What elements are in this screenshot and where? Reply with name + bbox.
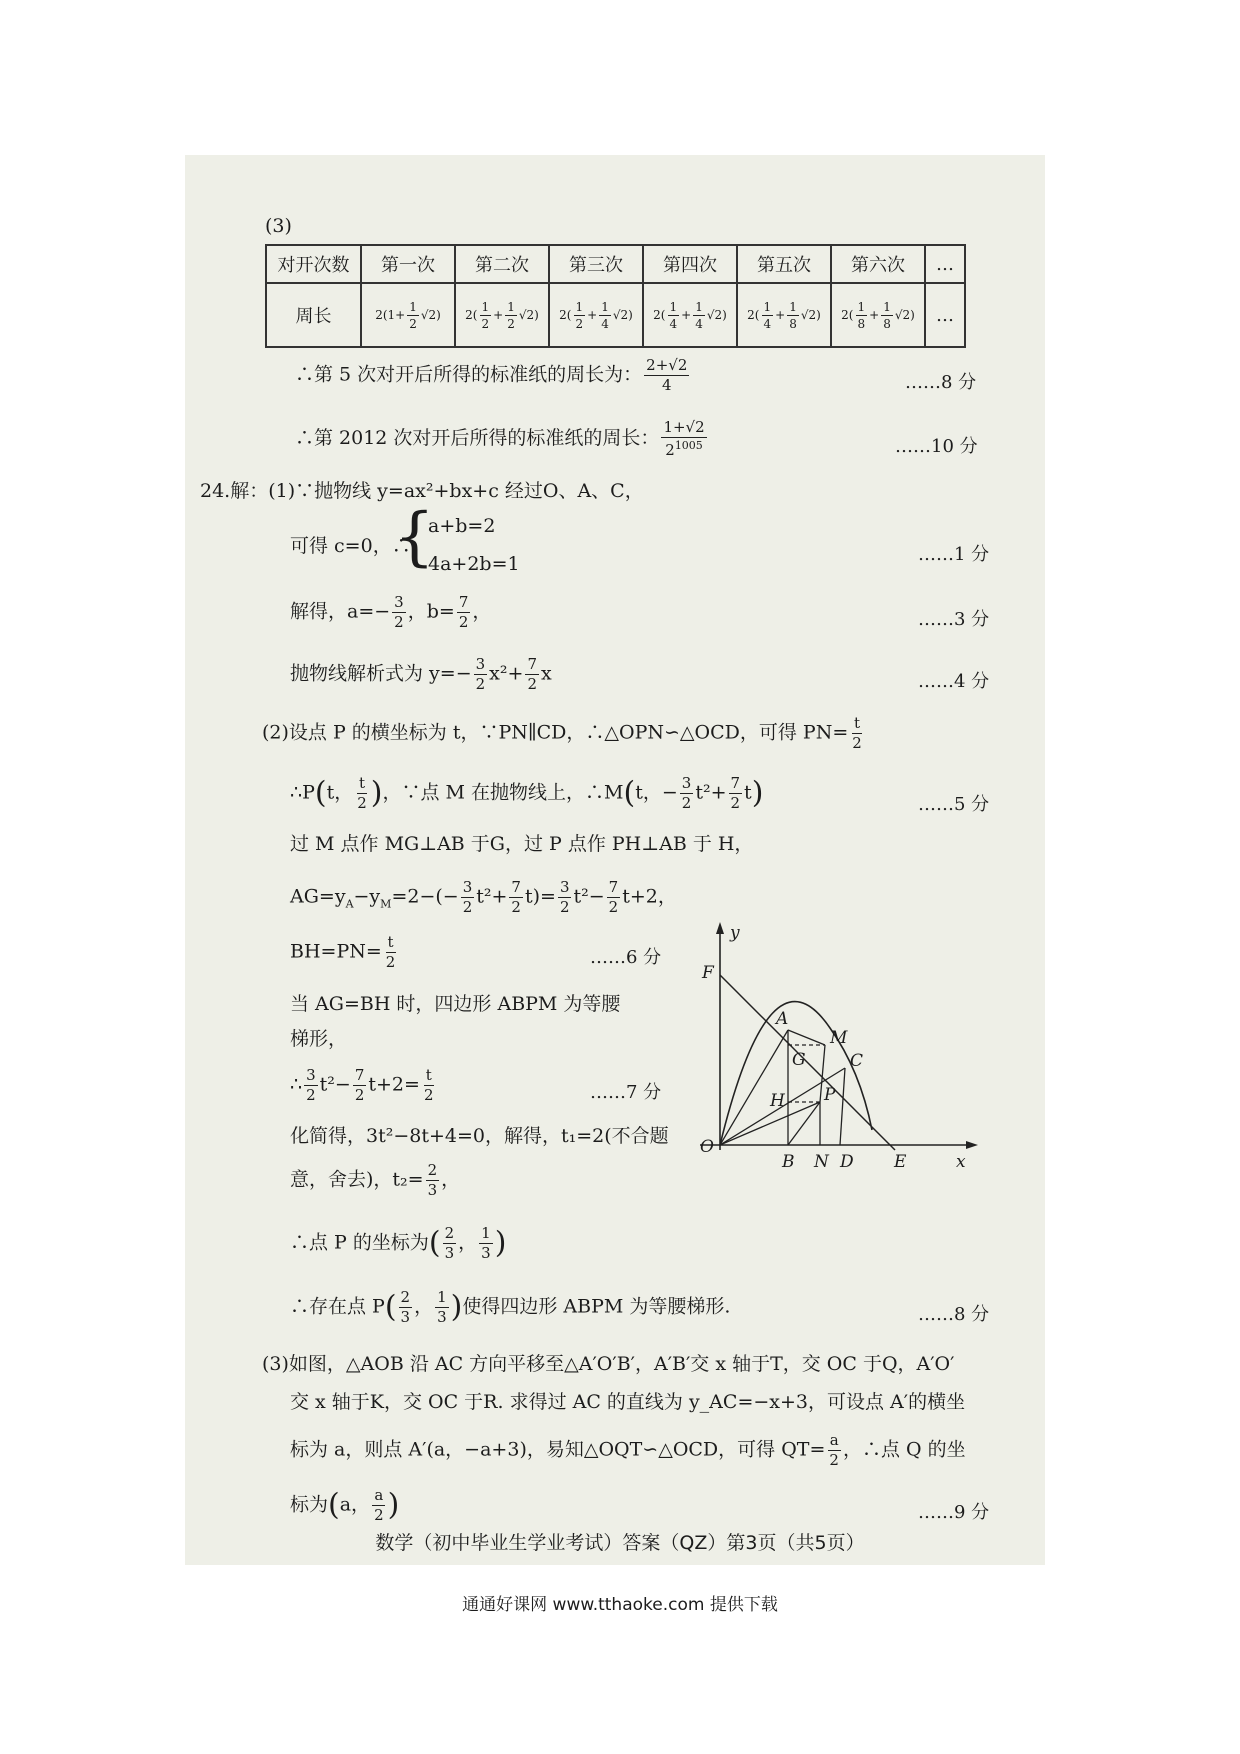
q24-part2-line12: ∴存在点 P( $\frac{2}{3}$ ， $\frac{1}{3}$ )使得四边形 ABPM 为等腰梯形.	[290, 1288, 731, 1326]
parabola	[720, 1002, 872, 1145]
label-f: F	[702, 963, 714, 983]
q24-line2: 可得 c=0，∴	[290, 535, 411, 557]
table-header: …	[925, 245, 965, 283]
label-m: M	[830, 1028, 848, 1048]
label-b: B	[782, 1152, 795, 1172]
table-header: 第一次	[361, 245, 455, 283]
label-e: E	[894, 1152, 907, 1172]
q24-line3: 解得，a=− $\frac{3}{2}$ ，b= $\frac{7}{2}$ ，	[290, 593, 492, 631]
table-cell: …	[925, 283, 965, 347]
q24-part2-line3: 过 M 点作 MG⊥AB 于G，过 P 点作 PH⊥AB 于 H，	[290, 833, 754, 855]
table-header: 第三次	[549, 245, 643, 283]
line-oa	[720, 1030, 788, 1145]
score: ……1 分	[918, 544, 990, 565]
label-c: C	[850, 1051, 864, 1071]
line-fe	[720, 975, 895, 1150]
q24-line4: 抛物线解析式为 y=− $\frac{3}{2}$ x²+ $\frac{7}{2}$ x	[290, 655, 552, 693]
q24-part2-line7: 梯形，	[290, 1028, 348, 1050]
score: ……5 分	[918, 794, 990, 815]
score: ……6 分	[590, 947, 662, 968]
q24-part2-line11: ∴点 P 的坐标为( $\frac{2}{3}$ ， $\frac{1}{3}$ )	[290, 1224, 507, 1262]
table-cell: 2( $\frac{1}{4}$ + $\frac{1}{4}$ √2)	[643, 283, 737, 347]
q24-part3-line4: 标为(a， $\frac{a}{2}$ )	[290, 1486, 400, 1524]
download-credit: 通通好课网 www.tthaoke.com 提供下载	[462, 1595, 778, 1615]
q24-part2-line2: ∴P(t， $\frac{t}{2}$ )，∵点 M 在抛物线上，∴M(t，− $\frac{3}{2}$ t²+ $\frac{7}{2}$ t)	[290, 774, 764, 812]
table-header: 第六次	[831, 245, 925, 283]
y-axis-arrow	[716, 922, 724, 934]
line-5th: ∴第 5 次对开后所得的标准纸的周长为： $\frac{2+√2}{4}$	[295, 356, 688, 394]
part3-label: (3)	[265, 215, 292, 237]
label-o: O	[700, 1137, 714, 1157]
table-header: 第五次	[737, 245, 831, 283]
q24-part2-line6: 当 AG=BH 时，四边形 ABPM 为等腰	[290, 993, 621, 1015]
score: ……9 分	[918, 1502, 990, 1523]
page-footer: 数学（初中毕业生学业考试）答案（QZ）第3页（共5页）	[375, 1532, 865, 1554]
score: ……4 分	[918, 671, 990, 692]
q24-part3-line2: 交 x 轴于K，交 OC 于R. 求得过 AC 的直线为 y_AC=−x+3，可设点 A′的横坐	[290, 1391, 966, 1413]
perimeter-table	[265, 244, 966, 348]
geometry-figure	[690, 920, 990, 1190]
q24-part2-line10: 意，舍去)，t₂= $\frac{2}{3}$ ，	[290, 1161, 461, 1199]
table-header: 对开次数	[266, 245, 361, 283]
table-cell: 2( $\frac{1}{2}$ + $\frac{1}{2}$ √2)	[455, 283, 549, 347]
label-p: P	[824, 1085, 836, 1105]
q24-line1: 24.解：(1)∵抛物线 y=ax²+bx+c 经过O、A、C，	[200, 480, 644, 502]
score: ……8 分	[905, 372, 977, 393]
line-am	[788, 1030, 825, 1045]
q24-part2-line5: BH=PN= $\frac{t}{2}$	[290, 933, 396, 971]
score: ……3 分	[918, 609, 990, 630]
label-d: D	[840, 1152, 854, 1172]
q24-part3-line3: 标为 a，则点 A′(a，−a+3)，易知△OQT∽△OCD，可得 QT= $\frac{a}{2}$ ，∴点 Q 的坐	[290, 1431, 966, 1469]
system-eq1: a+b=2	[428, 515, 496, 537]
table-cell: 2( $\frac{1}{4}$ + $\frac{1}{8}$ √2)	[737, 283, 831, 347]
system-eq2: 4a+2b=1	[428, 553, 520, 575]
q24-part2-line4: $AG=y_A-y_M=2-(-$ $\frac{3}{2}$ t²+ $\frac{7}{2}$ t)= $\frac{3}{2}$ t²− $\frac{7}{2}$ t+2，	[290, 878, 677, 916]
line-cd	[840, 1068, 845, 1145]
table-header: 第四次	[643, 245, 737, 283]
table-cell: 2(1+ $\frac{1}{2}$ √2)	[361, 283, 455, 347]
table-row-label: 周长	[266, 283, 361, 347]
q24-part3-line1: (3)如图，△AOB 沿 AC 方向平移至△A′O′B′，A′B′交 x 轴于T，交 OC 于Q，A′O′	[262, 1353, 955, 1375]
label-a: A	[776, 1009, 789, 1029]
label-g: G	[792, 1050, 806, 1070]
label-x: x	[956, 1152, 966, 1172]
label-h: H	[770, 1091, 785, 1111]
x-axis-arrow	[966, 1141, 978, 1149]
table-header: 第二次	[455, 245, 549, 283]
label-y: y	[730, 923, 740, 943]
table-cell: 2( $\frac{1}{2}$ + $\frac{1}{4}$ √2)	[549, 283, 643, 347]
score: ……8 分	[918, 1304, 990, 1325]
score: ……10 分	[895, 436, 978, 457]
line-2012: ∴第 2012 次对开后所得的标准纸的周长： $\frac{1+√2}{2^{1005}}$	[295, 418, 705, 459]
q24-part2-line1: (2)设点 P 的横坐标为 t，∵PN∥CD，∴△OPN∽△OCD，可得 PN= $\frac{t}{2}$	[262, 714, 862, 752]
table-cell: 2( $\frac{1}{8}$ + $\frac{1}{8}$ √2)	[831, 283, 925, 347]
q24-part2-line9: 化简得，3t²−8t+4=0，解得，t₁=2(不合题	[290, 1125, 669, 1147]
brace: {	[394, 500, 435, 574]
label-n: N	[814, 1152, 829, 1172]
score: ……7 分	[590, 1082, 662, 1103]
q24-part2-line8: ∴ $\frac{3}{2}$ t²− $\frac{7}{2}$ t+2= $\frac{t}{2}$	[290, 1066, 434, 1104]
